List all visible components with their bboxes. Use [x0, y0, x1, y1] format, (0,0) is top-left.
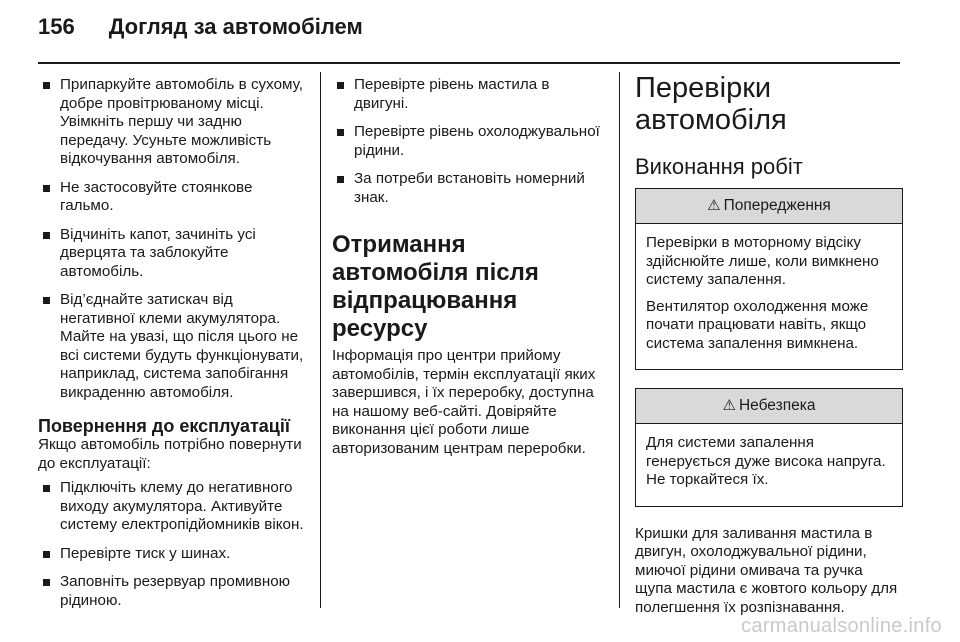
list-item: Перевірте рівень мастила в двигуні. — [332, 76, 607, 113]
list-item: Від’єднайте затискач від негативної клеми акумулятора. Майте на увазі, що після цього не всі системи будуть функціонувати, наприклад, система запобігання викраденню автомобіля. — [38, 291, 308, 402]
danger-text: Для системи запалення генерується дуже висока напруга. Не торкайтеся їх. — [646, 434, 886, 488]
column-2 — [332, 76, 607, 458]
danger-title: Небезпека — [738, 396, 816, 414]
section-text: Інформація про центри прийому автомобілів, термін експлуатації яких завершився, і їх переробку, доступна на нашому веб-сайті. Довіряйте виконання цієї роботи лише авторизованим центрам переробки. — [332, 347, 596, 457]
list-item: За потреби встановіть номерний знак. — [332, 170, 607, 207]
column-1 — [38, 76, 308, 620]
column-divider — [320, 72, 321, 608]
page-header — [38, 14, 363, 44]
list-item: Перевірте тиск у шинах. — [38, 545, 308, 564]
closing-text: Кришки для заливання мастила в двигун, охолоджувальної рідини, миючої рідини омивача та ручка щупа мастила є жовтого кольору для полегшення їх розпізнавання. — [635, 524, 898, 616]
checks-list — [332, 76, 607, 207]
warning-text: Вентилятор охолодження може почати працювати навіть, якщо система запалення вимкнена. — [646, 297, 869, 352]
warning-triangle-icon: ⚠ — [722, 396, 736, 414]
subsection-title: Виконання робіт — [635, 154, 803, 179]
recommission-steps-list — [38, 479, 308, 610]
list-item: Заповніть резервуар промивною рідиною. — [38, 573, 308, 610]
watermark: carmanualsonline.info — [741, 615, 942, 637]
warning-box-header — [636, 189, 902, 224]
list-item: Відчиніть капот, зачиніть усі дверцята та заблокуйте автомобіль. — [38, 226, 308, 282]
list-item: Припаркуйте автомобіль в сухому, добре провітрюваному місці. Увімкніть першу чи задню передачу. Усуньте можливість відкочування автомобіля. — [38, 76, 308, 169]
warning-box — [635, 188, 903, 370]
danger-box-header — [636, 389, 902, 424]
warning-title: Попередження — [723, 196, 831, 214]
section-intro: Якщо автомобіль потрібно повернути до експлуатації: — [38, 436, 302, 472]
list-item: Підключіть клему до негативного виходу акумулятора. Активуйте систему електропідйомників вікон. — [38, 479, 308, 535]
danger-box — [635, 388, 903, 507]
warning-box-body — [636, 224, 902, 369]
warning-triangle-icon: ⚠ — [707, 196, 721, 214]
section-heading-recommission: Повернення до експлуатації — [38, 416, 290, 436]
column-divider — [619, 72, 620, 608]
page-number: 156 — [38, 14, 75, 39]
list-item: Не застосовуйте стоянкове гальмо. — [38, 179, 308, 216]
storage-steps-list — [38, 76, 308, 402]
section-heading-end-of-life: Отримання автомобіля після відпрацювання ресурсу — [332, 231, 539, 342]
chapter-title: Перевірки автомобіля — [635, 72, 787, 136]
danger-box-body — [636, 424, 902, 506]
warning-text: Перевірки в моторному відсіку здійснюйте лише, коли вимкнено систему запалення. — [646, 234, 879, 288]
page-title: Догляд за автомобілем — [108, 14, 363, 39]
list-item: Перевірте рівень охолоджувальної рідини. — [332, 123, 607, 160]
header-rule — [38, 62, 900, 64]
column-3 — [635, 72, 903, 617]
